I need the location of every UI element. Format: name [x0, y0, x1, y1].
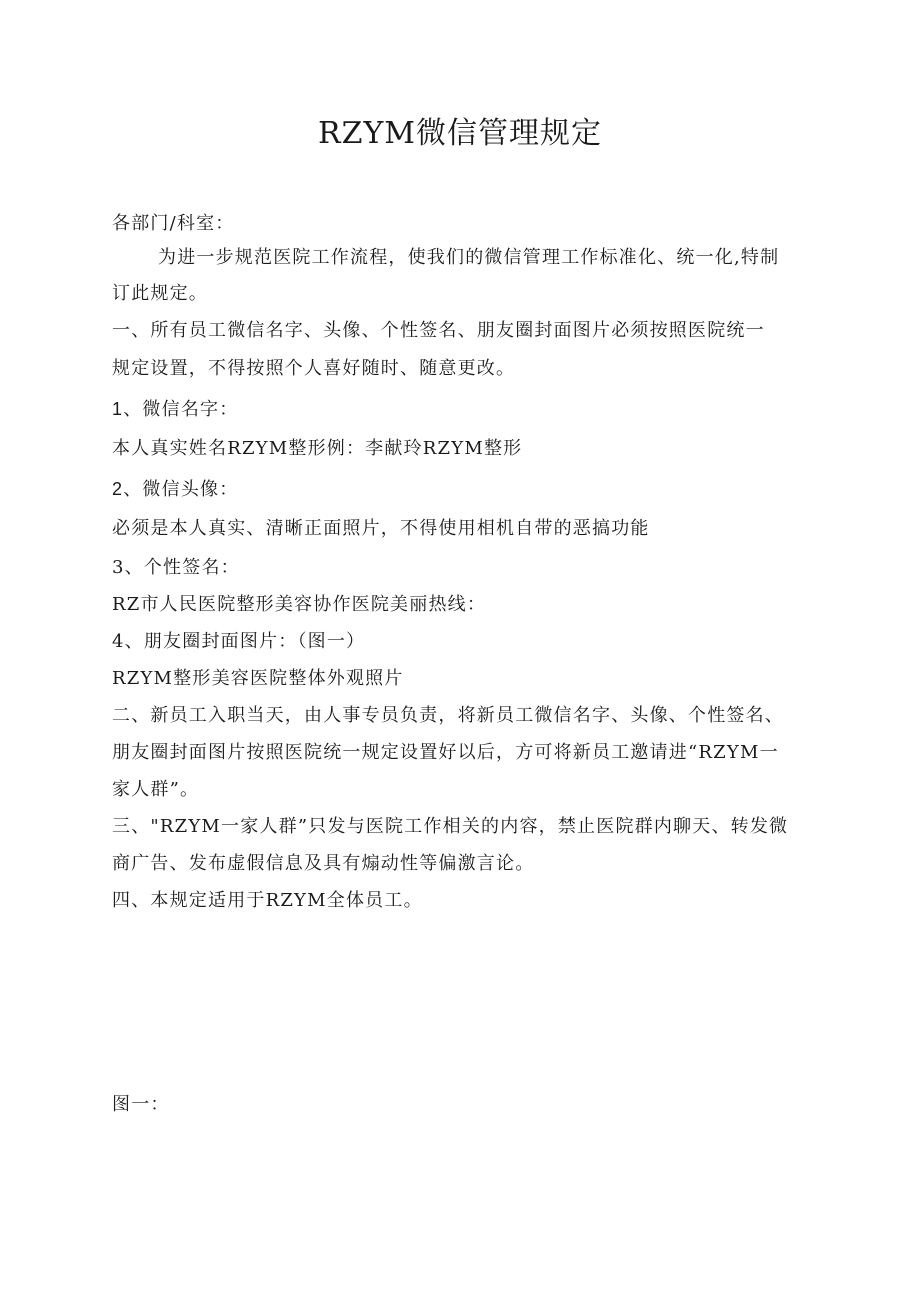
avatar-heading	[112, 469, 832, 509]
section-two-line: 朋友圈封面图片按照医院统一规定设置好以后，方可将新员工邀请进“RZYM一	[112, 742, 779, 763]
cover-heading: 4、朋友圈封面图片：（图一）	[112, 631, 366, 652]
section-four-line: 四、本规定适用于RZYM全体员工。	[112, 890, 423, 911]
avatar-content: 必须是本人真实、清晰正面照片，不得使用相机自带的恶搞功能	[112, 518, 650, 539]
section-two	[112, 697, 832, 808]
intro-line: 为进一步规范医院工作流程，使我们的微信管理工作标准化、统一化,特制	[158, 247, 780, 268]
wechat-name-heading-number: 1	[112, 399, 124, 419]
signature-heading: 3、个性签名：	[112, 557, 240, 578]
cover-content: RZYM整形美容医院整体外观照片	[112, 668, 404, 689]
section-one-line: 一、所有员工微信名字、头像、个性签名、朋友圈封面图片必须按照医院统一	[112, 320, 765, 341]
document-title: RZYM微信管理规定	[318, 116, 602, 151]
section-four	[112, 882, 832, 919]
wechat-name-heading	[112, 389, 832, 429]
wechat-name-content: 本人真实姓名RZYM整形例：李献玲RZYM整形	[112, 438, 523, 459]
document-body	[112, 207, 832, 919]
section-two-line: 二、新员工入职当天，由人事专员负责，将新员工微信名字、头像、个性签名、	[112, 705, 784, 726]
avatar-heading-number: 2	[112, 479, 124, 499]
section-three-line: 三、"RZYM一家人群”只发与医院工作相关的内容，禁止医院群内聊天、转发微	[112, 816, 789, 837]
figure-label: 图一：	[112, 1094, 170, 1115]
wechat-name-heading-text: 、微信名字：	[123, 399, 239, 420]
section-one	[112, 312, 832, 389]
section-three-line: 商广告、发布虚假信息及具有煽动性等偏激言论。	[112, 853, 535, 874]
signature-content: RZ市人民医院整形美容协作医院美丽热线：	[112, 594, 487, 615]
intro-paragraph	[112, 241, 832, 312]
section-one-line: 规定设置，不得按照个人喜好随时、随意更改。	[112, 358, 516, 379]
section-two-line: 家人群”。	[112, 779, 200, 800]
avatar-heading-text: 、微信头像：	[123, 479, 239, 500]
salutation: 各部门/科室：	[112, 213, 235, 234]
intro-line: 订此规定。	[112, 283, 208, 304]
section-three	[112, 808, 832, 882]
